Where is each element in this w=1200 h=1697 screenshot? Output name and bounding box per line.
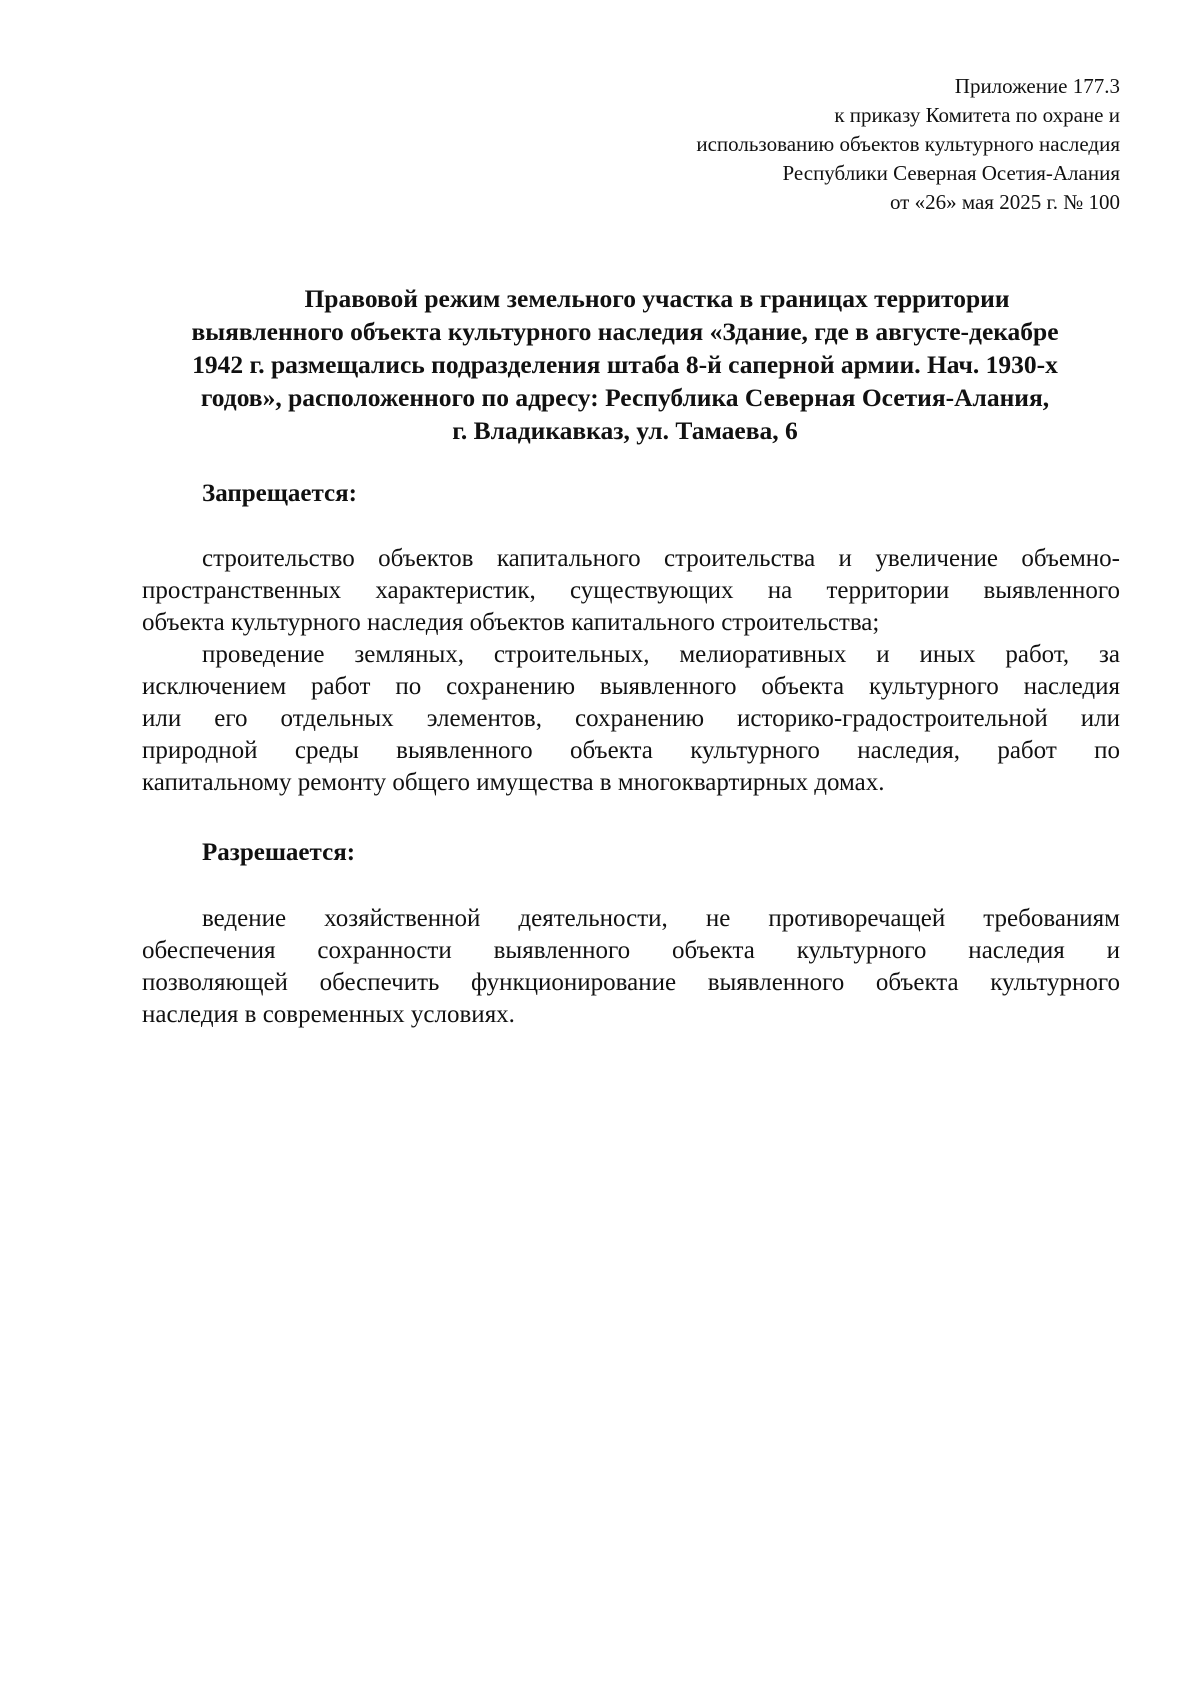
paragraph-line: наследия в современных условиях. (142, 1001, 515, 1028)
title-line: выявленного объекта культурного наследия «Здание, где в августе-декабре (191, 317, 1059, 346)
paragraph-line: природной среды выявленного объекта культурного наследия, работ по (142, 737, 1120, 764)
paragraph-line: ведение хозяйственной деятельности, не противоречащей требованиям (202, 905, 1120, 932)
paragraph-line: капитальному ремонту общего имущества в многоквартирных домах. (142, 769, 885, 796)
paragraph-line: строительство объектов капитального строительства и увеличение объемно- (202, 545, 1120, 572)
paragraph-line: обеспечения сохранности выявленного объекта культурного наследия и (142, 937, 1120, 964)
paragraph-line: исключением работ по сохранению выявленного объекта культурного наследия (142, 673, 1120, 700)
title-line: г. Владикавказ, ул. Тамаева, 6 (452, 416, 798, 445)
appendix-order-date: от «26» мая 2025 г. № 100 (889, 190, 1120, 214)
allowed-paragraphs (142, 903, 1120, 1031)
allowed-heading: Разрешается: (202, 839, 356, 866)
paragraph-line: проведение земляных, строительных, мелиоративных и иных работ, за (202, 641, 1120, 668)
appendix-republic-name: Республики Северная Осетия-Алания (782, 161, 1120, 185)
document-title (130, 282, 1120, 447)
paragraph-line: или его отдельных элементов, сохранению историко-градостроительной или (142, 705, 1120, 732)
prohibited-paragraphs (142, 543, 1120, 799)
title-line: 1942 г. размещались подразделения штаба 8-й саперной армии. Нач. 1930-х (192, 350, 1058, 379)
title-line: Правовой режим земельного участка в границах территории (304, 284, 1010, 313)
appendix-header (500, 72, 1120, 217)
paragraph-line: объекта культурного наследия объектов капитального строительства; (142, 609, 880, 636)
prohibited-heading: Запрещается: (202, 480, 358, 507)
title-line: годов», расположенного по адресу: Республика Северная Осетия-Алания, (200, 383, 1050, 412)
appendix-committee-name: использованию объектов культурного наследия (696, 132, 1120, 156)
paragraph-line: позволяющей обеспечить функционирование выявленного объекта культурного (142, 969, 1120, 996)
appendix-number: Приложение 177.3 (954, 74, 1120, 98)
appendix-order-reference: к приказу Комитета по охране и (834, 103, 1120, 127)
paragraph-line: пространственных характеристик, существующих на территории выявленного (142, 577, 1120, 604)
